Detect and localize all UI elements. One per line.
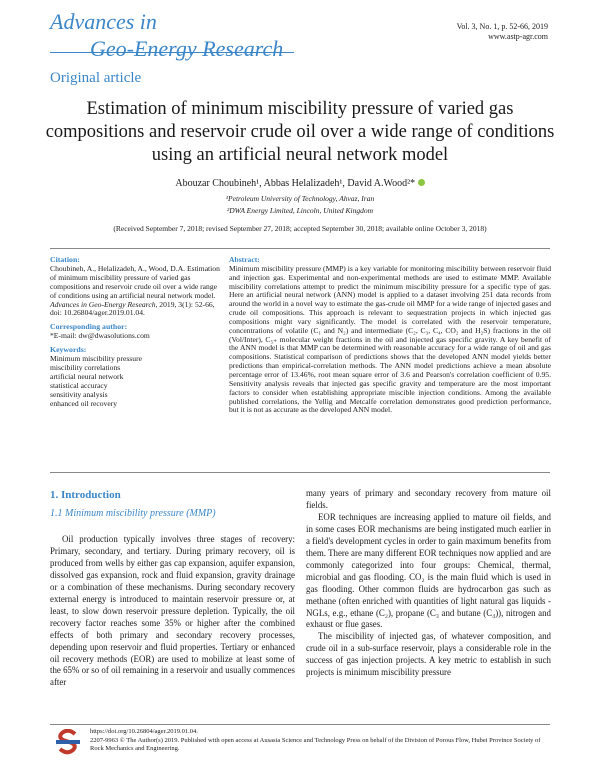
volume-text: Vol. 3, No. 1, p. 52-66, 2019 — [456, 22, 548, 31]
body-paragraph: The miscibility of injected gas, of whatever composition, and crude oil in a sub-surface reservoir, plays a considerable role in the success of gas injection projects. A key metric to establish in such projects is minimum miscibility pressure — [306, 631, 551, 678]
citation-heading: Citation: — [50, 255, 80, 264]
journal-title-line1: Advances in — [50, 9, 157, 34]
authors — [0, 178, 600, 189]
subsection-heading: 1.1 Minimum miscibility pressure (MMP) — [50, 508, 216, 519]
footer-divider — [50, 724, 550, 725]
abstract — [229, 256, 551, 415]
divider-bottom — [50, 472, 550, 473]
abstract-text: Minimum miscibility pressure (MMP) is a key variable for monitoring miscibility between reservoir fluid and injection gas. Experimental and non-experimental methods are used to estimate MMP. Available miscibility correlations attempt to predict the minimum miscibility pressure for a specific type of gas. Here an artificial neural network (ANN) model is applied to a dataset involving 251 data records from around the world in a novel way to estimate the gas-crude oil MMP for a wide range of injected gases and crude oil compositions. This approach is relevant to sequestration projects in which injected gas compositions might vary significantly. The model is correlated with the reservoir temperature, concentrations of volatile (C₁ and N₂) and intermediate (C₂, C₃, C₄, CO₂ and H₂S) fractions in the oil (Vol/Inter), C₅₊ molecular weight fractions in the oil and injected gas specific gravity. A key benefit of the ANN model is that MMP can be determined with reasonable accuracy for a wide range of oil and gas compositions. Statistical comparison of predictions shows that the developed ANN model yields better predictions than empirical-correlation methods. The ANN model predictions achieve a mean absolute percentage error of 13.46%, root mean square error of 3.6 and Pearson's correlation coefficient of 0.95. Sensitivity analysis reveals that injected gas specific gravity and temperature are the most important factors to consider when establishing appropriate miscible injection conditions. Among the available published correlations, the Yellig and Metcalfe correlation demonstrates good prediction performance, but it is not as accurate as the developed ANN model. — [229, 263, 551, 415]
footer-doi[interactable]: https://doi.org/10.26804/ager.2019.01.04. — [90, 728, 198, 735]
received-dates: (Received September 7, 2018; revised September 27, 2018; accepted September 30, 2018; available online October 3, 2018) — [113, 224, 487, 233]
journal-title — [50, 8, 283, 62]
article-type: Original article — [50, 70, 142, 86]
abstract-heading: Abstract: — [229, 255, 260, 264]
body-paragraph: many years of primary and secondary recovery from mature oil fields. — [306, 488, 551, 510]
keyword-item: statistical accuracy — [50, 380, 108, 390]
body-left-column — [50, 534, 295, 689]
corresponding-email[interactable]: *E-mail: dw@dwasolutions.com — [50, 331, 150, 341]
keyword-item: sensitivity analysis — [50, 389, 108, 399]
section-heading: 1. Introduction — [50, 489, 121, 501]
keyword-item: enhanced oil recovery — [50, 398, 118, 408]
body-paragraph: Oil production typically involves three stages of recovery: Primary, secondary, and tertiary. During primary recovery, oil is produced from wells by either gas cap expansion, aquifer expansion, dissolved gas expansion, rock and fluid expansion, gravity drainage or a combination of these mechanisms. During secondary recovery external energy is introduced to maintain reservoir pressure or, at least, to slow down reservoir pressure depletion. Typically, the oil recovery factor reaches some 35% or higher after the combined effects of both primary and secondary recovery processes, depending upon reservoir and fluid properties. Tertiary or enhanced oil recovery methods (EOR) are used to mobilize at least some of the 65% or so of oil remaining in a reservoir and usually commences after — [50, 534, 295, 688]
citation-journal: Advances in Geo-Energy Research — [50, 299, 156, 309]
keyword-item: artificial neural network — [50, 371, 124, 381]
footer — [90, 728, 550, 754]
orcid-icon[interactable] — [418, 179, 425, 186]
citation-text — [50, 265, 220, 318]
paper-title: Estimation of minimum miscibility pressure of varied gas compositions and reservoir crude oil over a wide range of conditions using an artificial neural network model — [45, 99, 555, 165]
volume-info — [457, 22, 548, 42]
author-names: Abouzar Choubineh¹, Abbas Helalizadeh¹, David A.Wood²* — [175, 178, 416, 189]
corresponding-heading: Corresponding author: — [50, 322, 128, 332]
keyword-item: miscibility correlations — [50, 362, 121, 372]
affiliation-2: ²DWA Energy Limited, Lincoln, United Kingdom — [226, 206, 374, 215]
journal-title-line2: Geo-Energy Research — [90, 36, 284, 61]
keyword-item: Minimum miscibility pressure — [50, 354, 142, 364]
affiliation-1: ¹Petroleum University of Technology, Ahvaz, Iran — [225, 194, 375, 203]
body-paragraph: EOR techniques are increasing applied to mature oil fields, and in some cases EOR mechanisms are being instigated much earlier in a field's development cycles in order to gain maximum benefits from them. There are many different EOR techniques now applied and are commonly categorized into four groups: Chemical, thermal, microbial and gas flooding. CO₂ is the main fluid which is used in gas flooding. Other common fluids are hydrocarbon gas such as methane (often enriched with quantities of light natural gas liquids -NGLs, e.g., ethane (C₂), propane (C₃ and butane (C₄)), nitrogen and exhaust or flue gases. — [306, 511, 551, 630]
journal-url[interactable]: www.astp-agr.com — [488, 32, 548, 41]
publisher-logo — [56, 729, 80, 755]
divider-top — [50, 248, 550, 249]
keywords-heading: Keywords: — [50, 345, 87, 355]
metadata-column — [50, 256, 220, 409]
body-right-column — [306, 488, 551, 679]
journal-underline — [50, 52, 294, 53]
citation-text-a: Choubineh, A., Helalizadeh, A., Wood, D.A. Estimation of minimum miscibility pressure of varied gas compositions and reservoir crude oil over a wide range of conditions using an artificial neural network model. — [50, 263, 220, 300]
footer-license: 2207-9963 © The Author(s) 2019. Published with open access at Ausasia Science and Technology Press on behalf of the Division of Porous Flow, Hubei Province Society of Rock Mechanics and Engineering. — [90, 736, 541, 752]
citation-text-b: , 2019, 3(1): 52-66, doi: 10.26804/ager.2019.01.04. — [50, 299, 215, 318]
